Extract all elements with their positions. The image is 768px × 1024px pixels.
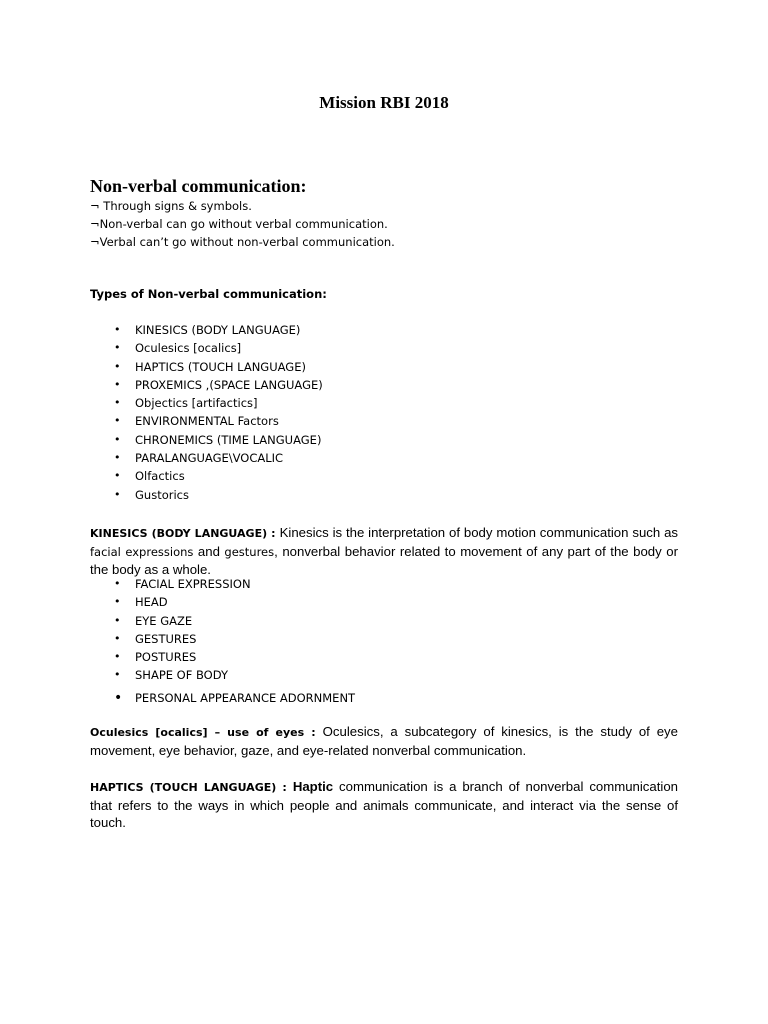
intro-line: ¬ Through signs & symbols. bbox=[90, 199, 252, 213]
bullet-icon: • bbox=[114, 432, 121, 446]
bullet-icon: • bbox=[114, 577, 121, 590]
kinesics-list bbox=[0, 575, 355, 707]
types-heading: Types of Non-verbal communication: bbox=[90, 287, 327, 301]
bullet-icon: • bbox=[114, 396, 121, 410]
list-item: • PARALANGUAGE\VOCALIC bbox=[0, 449, 323, 467]
bullet-icon: • bbox=[114, 668, 121, 682]
list-item: • Objectics [artifactics] bbox=[0, 394, 323, 412]
bullet-icon: • bbox=[114, 595, 121, 609]
bullet-icon: • bbox=[114, 377, 121, 391]
list-item: • Gustorics bbox=[0, 486, 323, 504]
oculesics-paragraph: Oculesics [ocalics] – use of eyes : Oculesics, a subcategory of kinesics, is the study of eye movement, eye behavior, gaze, and eye-related nonverbal communication. bbox=[90, 724, 678, 758]
bullet-icon: • bbox=[114, 341, 121, 355]
list-item: • ENVIRONMENTAL Factors bbox=[0, 412, 323, 430]
bullet-icon: • bbox=[114, 650, 121, 664]
list-item: • KINESICS (BODY LANGUAGE) bbox=[0, 321, 323, 339]
section-heading: Non-verbal communication: bbox=[90, 176, 307, 196]
bullet-icon: • bbox=[114, 631, 121, 645]
bullet-icon: • bbox=[114, 689, 123, 706]
haptics-paragraph: HAPTICS (TOUCH LANGUAGE) : Haptic communication is a branch of nonverbal communication that refers to the ways in which people and animals communicate, and interact via the sense of touch. bbox=[90, 779, 679, 830]
list-item: • PROXEMICS ,(SPACE LANGUAGE) bbox=[0, 376, 323, 394]
list-item: • EYE GAZE bbox=[0, 612, 355, 630]
kinesics-lead: KINESICS (BODY LANGUAGE) : bbox=[90, 527, 280, 540]
bullet-icon: • bbox=[114, 451, 121, 465]
kinesics-paragraph: KINESICS (BODY LANGUAGE) : Kinesics is the interpretation of body motion communication such as facial expressions and gestures, nonverbal behavior related to movement of any part of the body or the body as a whole. bbox=[90, 525, 679, 577]
bullet-icon: • bbox=[114, 487, 121, 501]
list-item: • POSTURES bbox=[0, 648, 355, 666]
list-item: • PERSONAL APPEARANCE ADORNMENT bbox=[114, 689, 356, 706]
list-item: • HAPTICS (TOUCH LANGUAGE) bbox=[0, 358, 323, 376]
list-item: • GESTURES bbox=[0, 630, 355, 648]
list-item: • FACIAL EXPRESSION bbox=[0, 575, 355, 593]
bullet-icon: • bbox=[114, 613, 121, 627]
bullet-icon: • bbox=[114, 323, 121, 336]
bullet-icon: • bbox=[114, 469, 121, 483]
intro-line: ¬Non-verbal can go without verbal communication. bbox=[90, 217, 388, 231]
types-list bbox=[0, 321, 323, 504]
list-item: • SHAPE OF BODY bbox=[0, 666, 355, 684]
oculesics-lead: Oculesics [ocalics] – use of eyes : bbox=[90, 726, 323, 739]
intro-line: ¬Verbal can’t go without non-verbal communication. bbox=[90, 235, 395, 249]
list-item: • CHRONEMICS (TIME LANGUAGE) bbox=[0, 431, 323, 449]
bullet-icon: • bbox=[114, 414, 121, 428]
bullet-icon: • bbox=[114, 359, 121, 373]
list-item: • Olfactics bbox=[0, 467, 323, 485]
list-item: • Oculesics [ocalics] bbox=[0, 339, 323, 357]
haptics-lead: HAPTICS (TOUCH LANGUAGE) : bbox=[90, 781, 293, 794]
page-title: Mission RBI 2018 bbox=[319, 93, 449, 112]
list-item: • HEAD bbox=[0, 593, 355, 611]
